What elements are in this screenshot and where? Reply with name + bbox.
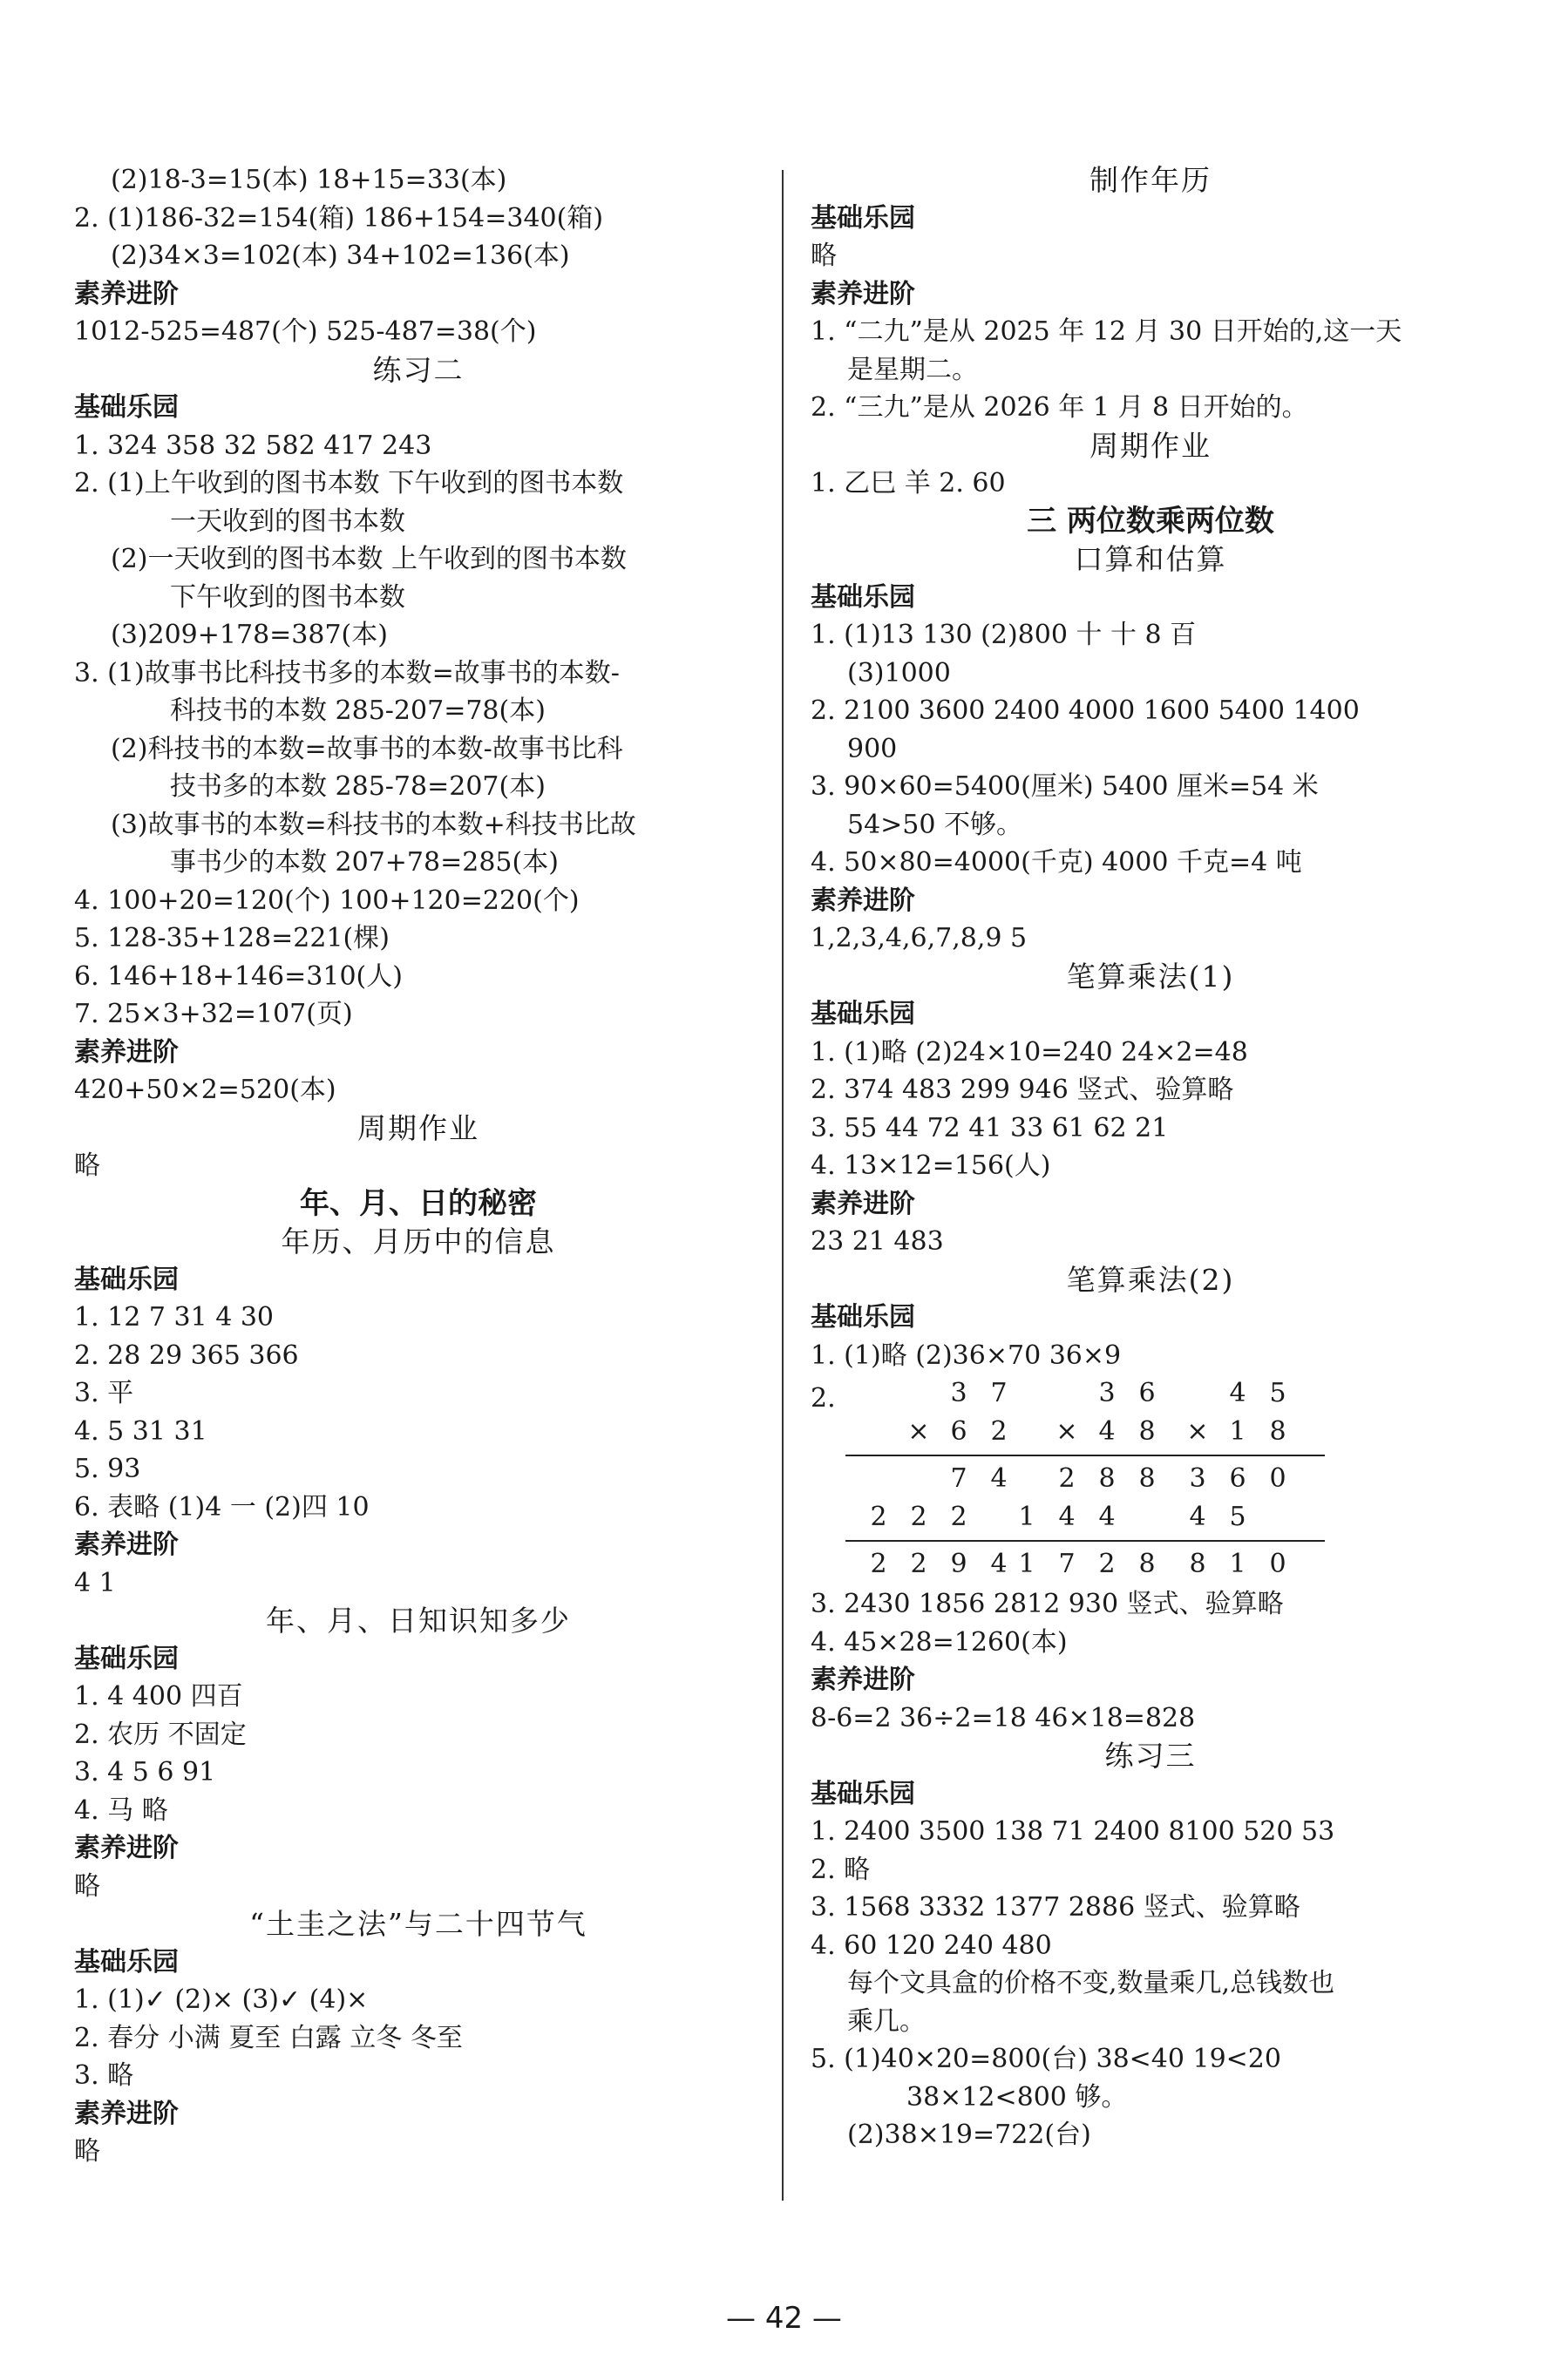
answer-line: (3)209+178=387(本) <box>111 620 388 650</box>
answer-line: 2. 略 <box>811 1854 871 1885</box>
lesson-title: 练习三 <box>1104 1739 1197 1773</box>
vertical-digit: 3 <box>1098 1378 1116 1408</box>
answer-line: 8-6=2 36÷2=18 46×18=828 <box>811 1702 1196 1733</box>
answer-line: 3. 平 <box>74 1378 134 1408</box>
section-heading: 基础乐园 <box>811 999 915 1029</box>
vertical-digit: 8 <box>1138 1463 1156 1494</box>
answer-line: 2. “三九”是从 2026 年 1 月 8 日开始的。 <box>811 392 1308 423</box>
answer-line: 1. (1)✓ (2)× (3)✓ (4)× <box>74 1984 369 2015</box>
vertical-digit: × <box>1056 1416 1078 1447</box>
answer-line: 是星期二。 <box>847 354 978 385</box>
section-heading: 素养进阶 <box>74 1833 179 1863</box>
section-heading: 素养进阶 <box>811 1665 915 1695</box>
answer-line: 技书多的本数 285-78=207(本) <box>170 771 546 802</box>
vertical-digit: 2 <box>1058 1463 1076 1494</box>
answer-line: 23 21 483 <box>811 1226 944 1257</box>
answer-line: 2. (1)186-32=154(箱) 186+154=340(箱) <box>74 202 604 234</box>
answer-line: (3)1000 <box>847 657 951 689</box>
vertical-digit: 3 <box>950 1378 967 1408</box>
answer-line: 1. (1)略 (2)36×70 36×9 <box>811 1340 1122 1371</box>
vertical-digit: 1 <box>1229 1549 1246 1579</box>
answer-line: 3. 略 <box>74 2060 134 2091</box>
vertical-digit: 8 <box>1138 1416 1156 1447</box>
answer-line: 5. 93 <box>74 1454 141 1484</box>
answer-line: 1. (1)略 (2)24×10=240 24×2=48 <box>811 1036 1248 1068</box>
vertical-digit: 2 <box>870 1502 887 1532</box>
right-column <box>811 161 1490 2154</box>
answer-line: 略 <box>74 1150 100 1181</box>
answer-line: 事书少的本数 207+78=285(本) <box>170 847 559 878</box>
vertical-digit: 6 <box>950 1416 967 1447</box>
vertical-digit: 7 <box>1058 1549 1076 1579</box>
answer-line: (2)18-3=15(本) 18+15=33(本) <box>111 165 507 195</box>
vertical-digit: 7 <box>950 1463 967 1494</box>
answer-line: 2. 28 29 365 366 <box>74 1340 299 1371</box>
lesson-title: 年历、月历中的信息 <box>281 1224 556 1258</box>
vertical-digit: 5 <box>1269 1378 1286 1408</box>
answer-line: 3. 90×60=5400(厘米) 5400 厘米=54 米 <box>811 771 1319 802</box>
vertical-digit: 4 <box>1229 1378 1246 1408</box>
answer-line: (3)故事书的本数=科技书的本数+科技书比故 <box>111 809 636 840</box>
unit-title: 年、月、日的秘密 <box>300 1185 537 1221</box>
vertical-digit: 8 <box>1269 1416 1286 1447</box>
vertical-rule <box>1124 1540 1325 1542</box>
vertical-digit: 0 <box>1269 1463 1286 1494</box>
lesson-title: “土圭之法”与二十四节气 <box>249 1907 587 1941</box>
answer-line: (2)一天收到的图书本数 上午收到的图书本数 <box>111 544 628 574</box>
section-heading: 素养进阶 <box>811 885 915 916</box>
vertical-digit: 1 <box>1229 1416 1246 1447</box>
answer-line: 1. “二九”是从 2025 年 12 月 30 日开始的,这一天 <box>811 316 1402 347</box>
vertical-digit: 2 <box>950 1502 967 1532</box>
answer-line: (2)34×3=102(本) 34+102=136(本) <box>111 241 570 271</box>
vertical-digit: 2 <box>910 1502 927 1532</box>
answer-line: 略 <box>811 241 837 271</box>
column-divider <box>782 170 784 2201</box>
vertical-digit: 2 <box>1098 1549 1116 1579</box>
answer-line: 5. (1)40×20=800(台) 38<40 19<20 <box>811 2044 1281 2074</box>
section-heading: 素养进阶 <box>811 1188 915 1219</box>
answer-line: 1. 324 358 32 582 417 243 <box>74 430 432 461</box>
answer-line: 4. 50×80=4000(千克) 4000 千克=4 吨 <box>811 847 1302 878</box>
answer-line: 2. 2100 3600 2400 4000 1600 5400 1400 <box>811 695 1360 726</box>
answer-line: 1. 2400 3500 138 71 2400 8100 520 53 <box>811 1816 1335 1847</box>
vertical-digit: 9 <box>950 1549 967 1579</box>
vertical-digit: 6 <box>1138 1378 1156 1408</box>
lesson-title: 笔算乘法(1) <box>1066 959 1235 994</box>
lesson-title: 周期作业 <box>1089 428 1212 463</box>
answer-line: 4. 5 31 31 <box>74 1415 207 1447</box>
answer-line: 900 <box>847 733 898 764</box>
vertical-digit: 4 <box>1098 1502 1116 1532</box>
left-column <box>74 161 763 2171</box>
page-number: — 42 — <box>726 2301 842 2336</box>
vertical-digit: 1 <box>1018 1549 1035 1579</box>
answer-line: 一天收到的图书本数 <box>170 505 405 537</box>
answer-line: 4. 60 120 240 480 <box>811 1930 1052 1961</box>
vertical-digit: 4 <box>990 1463 1008 1494</box>
section-heading: 素养进阶 <box>74 278 179 309</box>
vertical-digit: 3 <box>1189 1463 1206 1494</box>
answer-line: 420+50×2=520(本) <box>74 1075 336 1105</box>
answer-line: 3. 4 5 6 91 <box>74 1757 216 1788</box>
answer-line: 略 <box>74 2136 100 2167</box>
lesson-title: 年、月、日知识知多少 <box>266 1604 571 1638</box>
answer-line: 6. 146+18+146=310(人) <box>74 960 403 992</box>
vertical-row <box>1124 1498 1325 1537</box>
section-heading: 基础乐园 <box>811 1778 915 1809</box>
answer-line: (2)科技书的本数=故事书的本数-故事书比科 <box>111 733 623 764</box>
section-heading: 素养进阶 <box>74 1530 179 1560</box>
vertical-digit: 5 <box>1229 1502 1246 1532</box>
section-heading: 素养进阶 <box>74 1036 179 1068</box>
answer-line: 54>50 不够。 <box>847 809 1023 840</box>
answer-line: 3. (1)故事书比科技书多的本数=故事书的本数- <box>74 657 620 689</box>
answer-line: 1012-525=487(个) 525-487=38(个) <box>74 316 537 347</box>
answer-line: 1. 12 7 31 4 30 <box>74 1302 274 1333</box>
answer-line: 38×12<800 够。 <box>906 2081 1128 2113</box>
section-heading: 基础乐园 <box>811 202 915 234</box>
section-heading: 素养进阶 <box>74 2098 179 2129</box>
answer-line: 科技书的本数 285-207=78(本) <box>170 695 546 726</box>
answer-line: 2. 374 483 299 946 竖式、验算略 <box>811 1075 1234 1105</box>
vertical-multiplication-block <box>811 1374 1490 1585</box>
section-heading: 基础乐园 <box>74 1264 179 1295</box>
vertical-digit: 1 <box>1018 1502 1035 1532</box>
vertical-digit: 2 <box>990 1416 1008 1447</box>
section-heading: 基础乐园 <box>74 392 179 423</box>
lesson-title: 笔算乘法(2) <box>1066 1262 1235 1297</box>
vertical-digit: × <box>907 1416 930 1447</box>
answer-line: 2. 农历 不固定 <box>74 1719 247 1750</box>
answer-line: 2. (1)上午收到的图书本数 下午收到的图书本数 <box>74 468 624 499</box>
answer-line: 乘几。 <box>847 2005 926 2037</box>
answer-line: 1,2,3,4,6,7,8,9 5 <box>811 923 1028 953</box>
vertical-digit: 7 <box>990 1378 1008 1408</box>
answer-line: 略 <box>74 1870 100 1902</box>
vertical-row <box>1124 1413 1325 1451</box>
vertical-row <box>1124 1545 1325 1584</box>
vertical-digit: 4 <box>1058 1502 1076 1532</box>
vertical-digit: 8 <box>1189 1549 1206 1579</box>
answer-line: 6. 表略 (1)4 一 (2)四 10 <box>74 1491 370 1523</box>
answer-line: 4 1 <box>74 1567 116 1598</box>
vertical-digit: 8 <box>1138 1549 1156 1579</box>
answer-line: 5. 128-35+128=221(棵) <box>74 923 390 953</box>
vertical-digit: × <box>1186 1416 1209 1447</box>
lesson-title: 制作年历 <box>1089 163 1212 197</box>
section-heading: 素养进阶 <box>811 278 915 309</box>
section-heading: 基础乐园 <box>811 1302 915 1333</box>
vertical-digit: 2 <box>870 1549 887 1579</box>
vertical-digit: 0 <box>1269 1549 1286 1579</box>
answer-line: 3. 55 44 72 41 33 61 62 21 <box>811 1112 1169 1143</box>
answer-line: 3. 1568 3332 1377 2886 竖式、验算略 <box>811 1892 1300 1923</box>
unit-title: 三 两位数乘两位数 <box>1027 503 1274 539</box>
answer-line: 3. 2430 1856 2812 930 竖式、验算略 <box>811 1589 1284 1619</box>
answer-line: 1. 4 400 四百 <box>74 1681 243 1712</box>
section-heading: 基础乐园 <box>811 581 915 613</box>
answer-line: 1. 乙巳 羊 2. 60 <box>811 468 1006 499</box>
vertical-question-number: 2. <box>811 1383 836 1414</box>
lesson-title: 周期作业 <box>357 1110 479 1145</box>
answer-line: 下午收到的图书本数 <box>170 581 405 613</box>
vertical-digit: 4 <box>1189 1502 1206 1532</box>
answer-line: (2)38×19=722(台) <box>847 2120 1091 2150</box>
answer-line: 4. 100+20=120(个) 100+120=220(个) <box>74 885 580 916</box>
vertical-digit: 4 <box>1098 1416 1116 1447</box>
vertical-row <box>1124 1460 1325 1498</box>
lesson-title: 口算和估算 <box>1074 542 1227 576</box>
answer-line: 1. (1)13 130 (2)800 十 十 8 百 <box>811 620 1197 650</box>
answer-line: 每个文具盒的价格不变,数量乘几,总钱数也 <box>847 1968 1335 1998</box>
section-heading: 基础乐园 <box>74 1946 179 1977</box>
vertical-rule <box>1124 1455 1325 1456</box>
answer-line: 2. 春分 小满 夏至 白露 立冬 冬至 <box>74 2022 463 2053</box>
vertical-digit: 6 <box>1229 1463 1246 1494</box>
answer-line: 4. 马 略 <box>74 1794 168 1826</box>
answer-line: 4. 45×28=1260(本) <box>811 1626 1068 1658</box>
answer-line: 7. 25×3+32=107(页) <box>74 999 353 1029</box>
lesson-title: 练习二 <box>372 352 465 387</box>
vertical-row <box>1124 1374 1325 1413</box>
answer-line: 4. 13×12=156(人) <box>811 1150 1051 1181</box>
vertical-digit: 2 <box>910 1549 927 1579</box>
section-heading: 基础乐园 <box>74 1643 179 1674</box>
vertical-digit: 8 <box>1098 1463 1116 1494</box>
vertical-digit: 4 <box>990 1549 1008 1579</box>
